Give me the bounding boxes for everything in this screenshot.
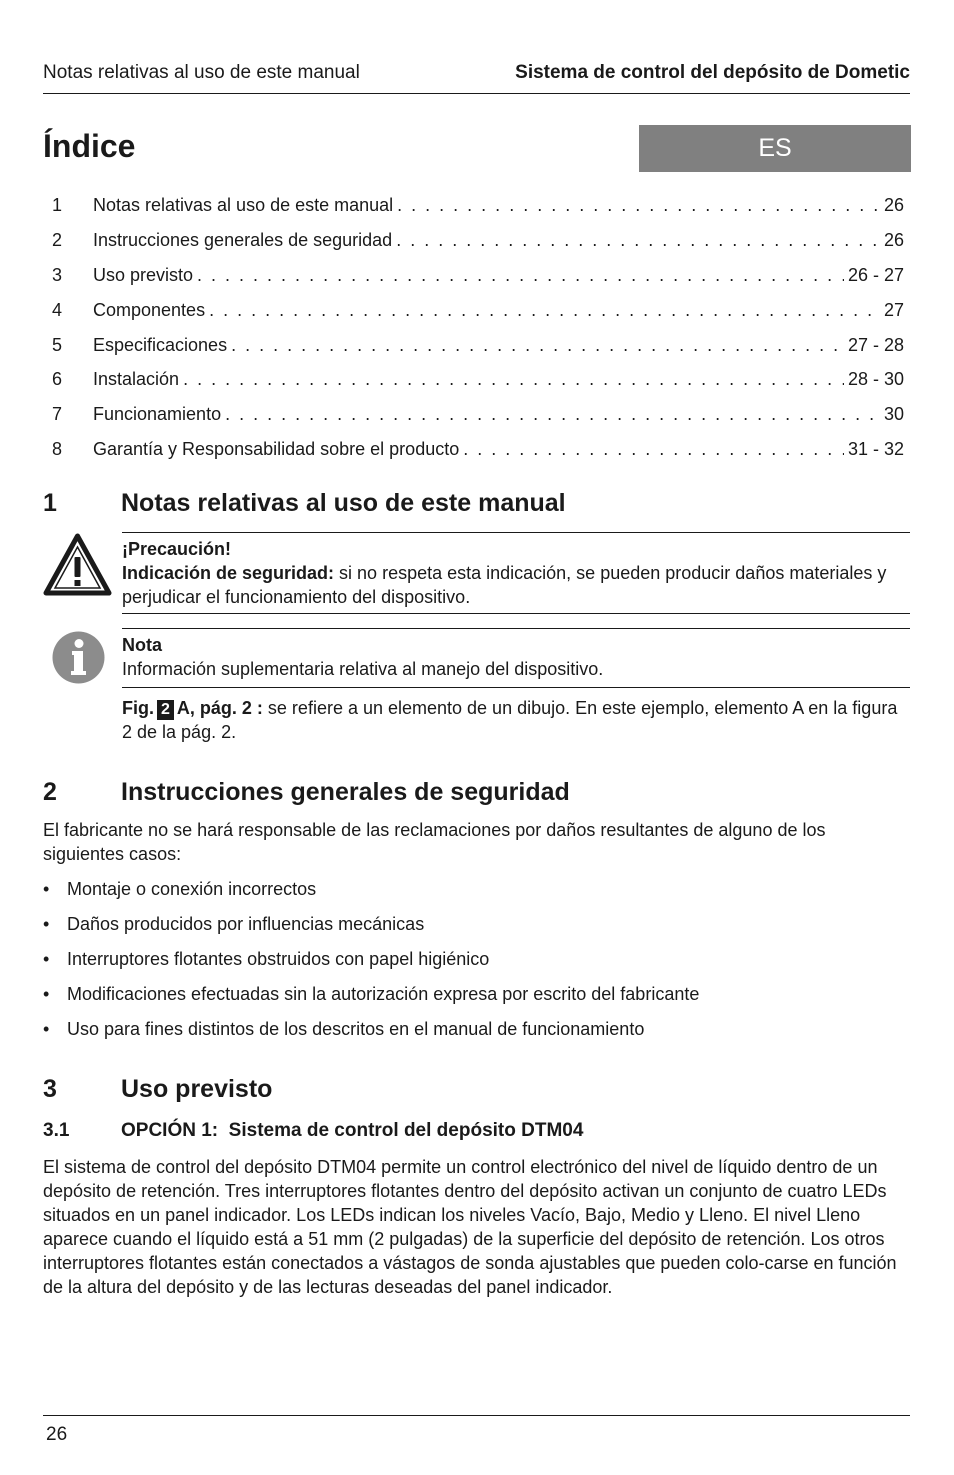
toc-entry-number: 7 <box>52 404 63 424</box>
toc-leader-dots <box>396 228 880 252</box>
note-bottom-rule <box>122 687 910 688</box>
list-item-text: Uso para fines distintos de los descritos en el manual de funcionamiento <box>67 1019 645 1039</box>
section-heading <box>43 1075 272 1104</box>
section-heading <box>43 778 570 807</box>
language-tab <box>639 125 911 172</box>
toc-entry-number: 6 <box>52 369 63 389</box>
figure-number-badge: 2 <box>157 700 174 720</box>
note-top-rule <box>122 628 910 629</box>
toc-entry-page: 27 - 28 <box>847 335 904 355</box>
caution-top-rule <box>122 532 910 533</box>
toc-entry-page: 28 - 30 <box>847 369 904 389</box>
toc-entry-page: 26 - 27 <box>847 265 904 285</box>
toc-leader-dots <box>197 263 844 287</box>
header-rule <box>43 93 910 94</box>
toc-entry-number: 2 <box>52 230 63 250</box>
toc-leader-dots <box>397 193 880 217</box>
toc-entry-number: 3 <box>52 265 63 285</box>
list-item <box>43 982 699 1006</box>
figure-ref-text: se refiere a un elemento de un dibujo. En este ejemplo, elemento A en la figura 2 de la pág. 2. <box>122 698 898 742</box>
list-item-text: Interruptores flotantes obstruidos con papel higiénico <box>67 949 490 969</box>
caution-label: Indicación de seguridad: <box>122 563 335 583</box>
toc-entry-label: Notas relativas al uso de este manual <box>93 195 394 215</box>
running-header-right: Sistema de control del depósito de Dometic <box>515 62 910 83</box>
bullet-dot: • <box>43 984 50 1004</box>
figure-reference <box>122 696 911 744</box>
footer-rule <box>43 1415 910 1416</box>
bullet-dot: • <box>43 914 50 934</box>
list-item <box>43 947 489 971</box>
section-title: Notas relativas al uso de este manual <box>121 489 566 517</box>
toc-entry[interactable] <box>52 402 904 426</box>
bullet-dot: • <box>43 879 50 899</box>
list-item-text: Montaje o conexión incorrectos <box>67 879 317 899</box>
caution-bottom-rule <box>122 613 910 614</box>
language-code: ES <box>758 134 792 162</box>
list-item-text: Modificaciones efectuadas sin la autorización expresa por escrito del fabricante <box>67 984 700 1004</box>
toc-entry-label: Uso previsto <box>93 265 194 285</box>
toc-entry-page: 26 <box>883 230 904 250</box>
toc-leader-dots <box>209 298 880 322</box>
toc-entry-page: 26 <box>883 195 904 215</box>
running-header-left: Notas relativas al uso de este manual <box>43 62 360 83</box>
section-number: 1 <box>43 489 57 517</box>
toc-entry[interactable] <box>52 263 904 287</box>
warning-triangle-icon <box>43 533 112 596</box>
section-number: 3 <box>43 1075 57 1103</box>
page-number: 26 <box>46 1424 68 1445</box>
toc-entry-page: 31 - 32 <box>847 439 904 459</box>
list-item <box>43 1017 644 1041</box>
toc-entry-label: Funcionamiento <box>93 404 222 424</box>
toc-entry-label: Instrucciones generales de seguridad <box>93 230 393 250</box>
toc-leader-dots <box>231 333 844 357</box>
section-heading <box>43 489 566 518</box>
caution-title: ¡Precaución! <box>122 539 232 559</box>
toc-entry-number: 8 <box>52 439 63 459</box>
figure-ref-label: A, pág. 2 : <box>176 698 263 718</box>
bullet-dot: • <box>43 949 50 969</box>
toc-entry[interactable] <box>52 193 904 217</box>
section-body: El sistema de control del depósito DTM04 permite un control electrónico del nivel de líquido dentro de un depósito de retención. Tres interruptores flotantes dentro del depósito activan un conjunto de cuatro LEDs situados en un panel indicador. Los LEDs indican los niveles Vacío, Bajo, Medio y Lleno. El nivel Lleno aparece cuando el líquido está a 51 mm (2 pulgadas) de la superficie del depósito de retención. Los otros interruptores flotantes están conectados a vástagos de sonda ajustables que pueden colo-carse en función de la altura del depósito y de las lecturas deseadas del panel indicador. <box>43 1157 897 1297</box>
section-title: Uso previsto <box>121 1075 273 1103</box>
bullet-dot: • <box>43 1019 50 1039</box>
toc-entry[interactable] <box>52 367 904 391</box>
info-icon <box>52 631 105 684</box>
toc-entry-label: Especificaciones <box>93 335 228 355</box>
section-title: Instrucciones generales de seguridad <box>121 778 570 806</box>
toc-entry-page: 27 <box>883 300 904 320</box>
toc-entry[interactable] <box>52 228 904 252</box>
caution-body: si no respeta esta indicación, se pueden producir daños materiales y perjudicar el funcionamiento del dispositivo. <box>122 563 887 607</box>
section-intro: El fabricante no se hará responsable de las reclamaciones por daños resultantes de alguno de los siguientes casos: <box>43 820 826 864</box>
toc-entry-number: 4 <box>52 300 63 320</box>
note-text: Información suplementaria relativa al manejo del dispositivo. <box>122 659 604 679</box>
toc-entry[interactable] <box>52 333 904 357</box>
toc-entry-label: Componentes <box>93 300 206 320</box>
list-item-text: Daños producidos por influencias mecánicas <box>67 914 425 934</box>
toc-entry-number: 5 <box>52 335 63 355</box>
figure-prefix: Fig. <box>122 698 154 718</box>
subsection-title: OPCIÓN 1: Sistema de control del depósito DTM04 <box>121 1120 584 1141</box>
list-item <box>43 912 424 936</box>
toc-entry[interactable] <box>52 437 904 461</box>
section-number: 2 <box>43 778 57 806</box>
subsection-number: 3.1 <box>43 1120 70 1141</box>
toc-leader-dots <box>225 402 880 426</box>
toc-entry-page: 30 <box>883 404 904 424</box>
list-item <box>43 877 316 901</box>
toc-entry[interactable] <box>52 298 904 322</box>
toc-title: Índice <box>43 128 136 164</box>
note-title: Nota <box>122 635 162 655</box>
toc-leader-dots <box>183 367 844 391</box>
subsection-heading <box>43 1120 583 1142</box>
caution-text <box>122 561 911 609</box>
toc-entry-label: Garantía y Responsabilidad sobre el producto <box>93 439 460 459</box>
toc-entry-number: 1 <box>52 195 63 215</box>
toc-entry-label: Instalación <box>93 369 180 389</box>
toc-leader-dots <box>463 437 844 461</box>
